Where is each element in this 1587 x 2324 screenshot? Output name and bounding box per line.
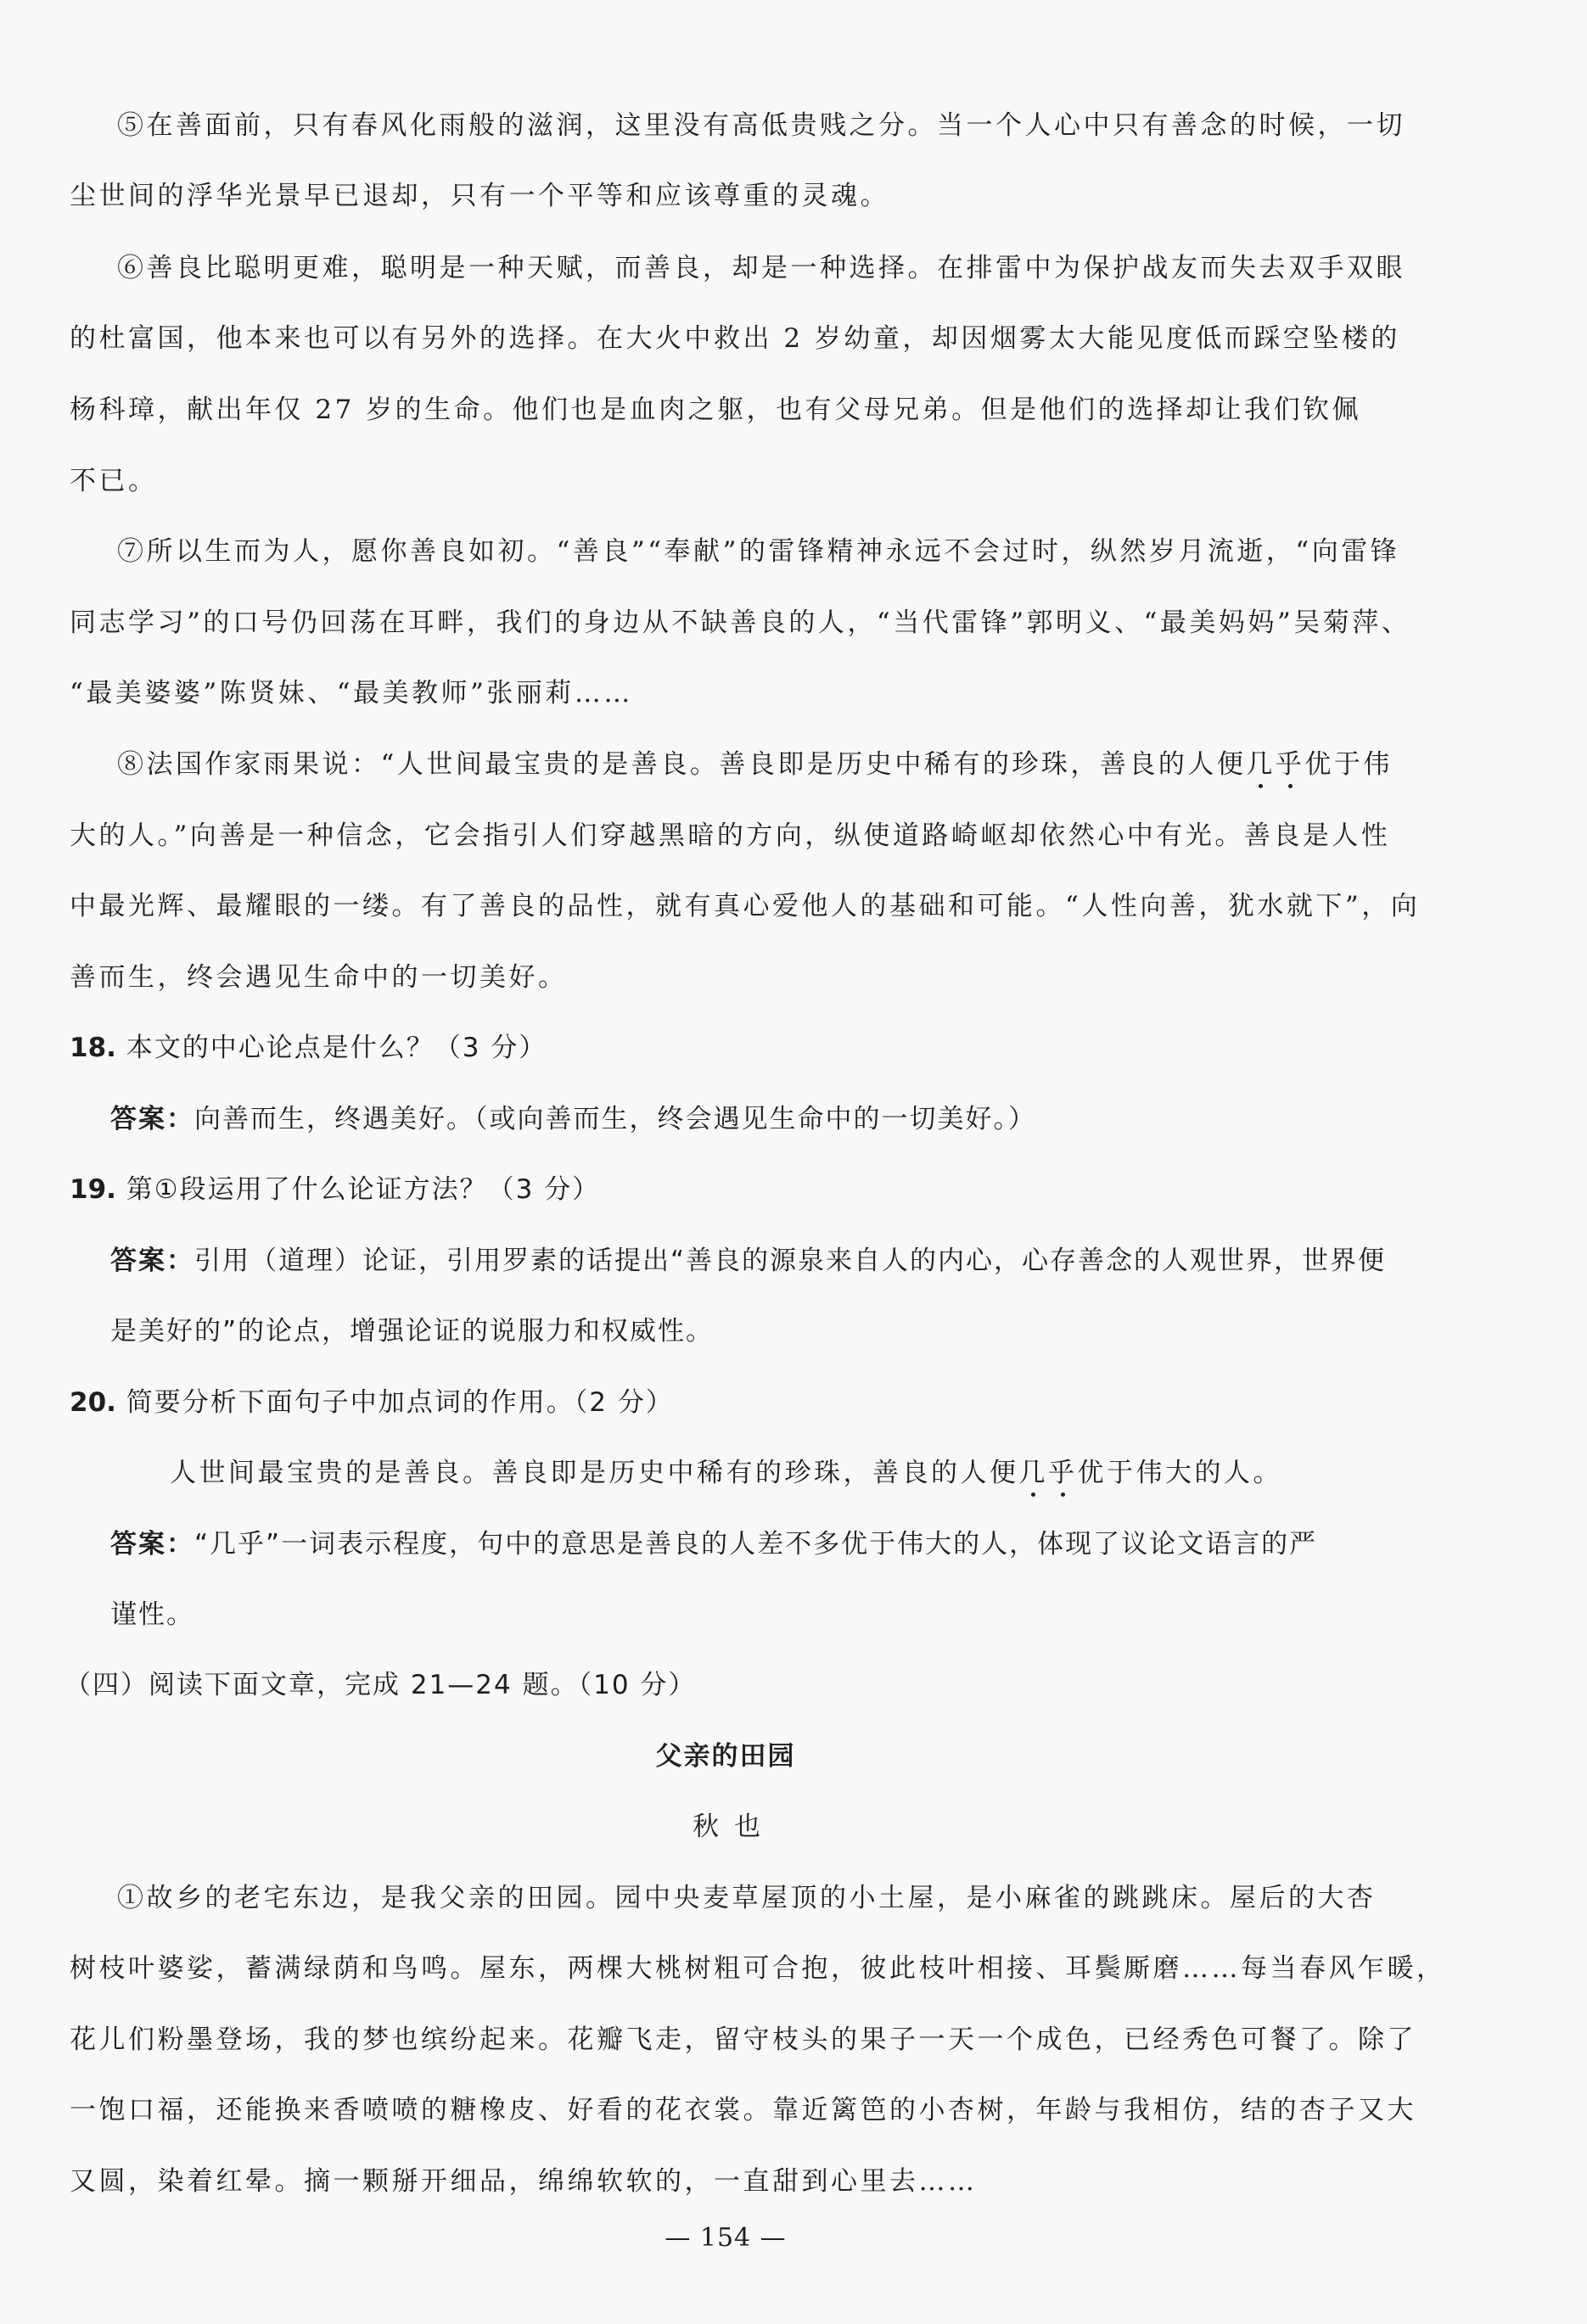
p6-line1: ⑥善良比聪明更难，聪明是一种天赋，而善良，却是一种选择。在排雷中为保护战友而失去双手双眼: [117, 253, 1405, 283]
answer-20-line2: 谨性。: [110, 1599, 194, 1630]
article-author: 秋也: [693, 1812, 776, 1842]
p8-line2: 大的人。”向善是一种信念，它会指引人们穿越黑暗的方向，纵使道路崎岖却依然心中有光。善良是人性: [70, 820, 1391, 851]
page-number: — 154 —: [665, 2223, 787, 2253]
question-19-text: 第①段运用了什么论证方法？（3 分）: [126, 1174, 601, 1205]
question-20-number: 20.: [70, 1387, 116, 1418]
p6-line3: 杨科璋，献出年仅 27 岁的生命。他们也是血肉之躯，也有父母兄弟。但是他们的选择却让我们钦佩: [70, 395, 1362, 425]
question-18-number: 18.: [70, 1033, 116, 1063]
s4-p1-line1: ①故乡的老宅东边，是我父亲的田园。园中央麦草屋顶的小土屋，是小麻雀的跳跳床。屋后的大杏: [117, 1883, 1377, 1913]
p8-line1: [117, 748, 1393, 781]
question-18-text: 本文的中心论点是什么？（3 分）: [126, 1033, 547, 1063]
answer-18-label: 答案：: [110, 1104, 194, 1134]
p8-line3: 中最光辉、最耀眼的一缕。有了善良的品性，就有真心爱他人的基础和可能。“人性向善，犹水就下”，向: [70, 891, 1421, 921]
question-20-text: 简要分析下面句子中加点词的作用。（2 分）: [126, 1387, 674, 1418]
q20-sentence-pre: 人世间最宝贵的是善良。善良即是历史中稀有的珍珠，善良的人便: [170, 1458, 1019, 1488]
p8-emphasis-ji: 几: [1246, 749, 1276, 780]
p6-line2: 的杜富国，他本来也可以有另外的选择。在大火中救出 2 岁幼童，却因烟雾太大能见度低而踩空坠楼的: [70, 323, 1400, 354]
answer-18-text: 向善而生，终遇美好。（或向善而生，终会遇见生命中的一切美好。）: [194, 1104, 1036, 1134]
answer-20-line1: [110, 1527, 1317, 1561]
answer-18: [110, 1102, 1036, 1136]
answer-20-label: 答案：: [110, 1529, 194, 1560]
p7-line3: “最美婆婆”陈贤妹、“最美教师”张丽莉……: [70, 678, 633, 708]
q20-emphasis-ji: 几: [1018, 1458, 1048, 1488]
p7-line2: 同志学习”的口号仍回荡在耳畔，我们的身边从不缺善良的人，“当代雷锋”郭明义、“最美妈妈”吴菊萍、: [70, 608, 1411, 638]
section-4-heading: （四）阅读下面文章，完成 21—24 题。（10 分）: [64, 1670, 697, 1700]
question-19-number: 19.: [70, 1174, 116, 1205]
s4-p1-line5: 又圆，染着红晕。摘一颗掰开细品，绵绵软软的，一直甜到心里去……: [70, 2166, 978, 2197]
p6-line4: 不已。: [70, 466, 158, 496]
p8-line1-post: 优于伟: [1304, 749, 1393, 780]
question-18: [70, 1031, 547, 1065]
answer-19-text-line1: 引用（道理）论证，引用罗素的话提出“善良的源泉来自人的内心，心存善念的人观世界，世界便: [194, 1246, 1387, 1276]
s4-p1-line3: 花儿们粉墨登场，我的梦也缤纷起来。花瓣飞走，留守枝头的果子一天一个成色，已经秀色可餐了。除了: [70, 2024, 1416, 2055]
p7-line1: ⑦所以生而为人，愿你善良如初。“善良”“奉献”的雷锋精神永远不会过时，纵然岁月流逝，“向雷锋: [117, 536, 1400, 567]
question-20: [70, 1386, 674, 1420]
question-20-sentence: [170, 1456, 1282, 1490]
p5-line1: ⑤在善面前，只有春风化雨般的滋润，这里没有高低贵贱之分。当一个人心中只有善念的时候，一切: [117, 110, 1405, 141]
answer-19-line2: 是美好的”的论点，增强论证的说服力和权威性。: [110, 1316, 715, 1347]
s4-p1-line4: 一饱口福，还能换来香喷喷的糖橡皮、好看的花衣裳。靠近篱笆的小杏树，年龄与我相仿，结的杏子又大: [70, 2095, 1416, 2125]
answer-19-line1: [110, 1244, 1386, 1278]
p8-line1-pre: ⑧法国作家雨果说：“人世间最宝贵的是善良。善良即是历史中稀有的珍珠，善良的人便: [117, 749, 1247, 780]
p8-line4: 善而生，终会遇见生命中的一切美好。: [70, 962, 568, 993]
question-19: [70, 1173, 600, 1207]
q20-sentence-post: 优于伟大的人。: [1077, 1458, 1282, 1488]
p5-line2: 尘世间的浮华光景早已退却，只有一个平等和应该尊重的灵魂。: [70, 181, 889, 211]
answer-19-label: 答案：: [110, 1246, 194, 1276]
answer-20-text-line1: “几乎”一词表示程度，句中的意思是善良的人差不多优于伟大的人，体现了议论文语言的严: [194, 1529, 1318, 1560]
q20-emphasis-hu: 乎: [1048, 1458, 1078, 1488]
p8-emphasis-hu: 乎: [1275, 749, 1305, 780]
s4-p1-line2: 树枝叶婆娑，蓄满绿荫和鸟鸣。屋东，两棵大桃树粗可合抱，彼此枝叶相接、耳鬓厮磨……每当春风乍暖，: [70, 1953, 1446, 1984]
article-title: 父亲的田园: [655, 1741, 796, 1772]
